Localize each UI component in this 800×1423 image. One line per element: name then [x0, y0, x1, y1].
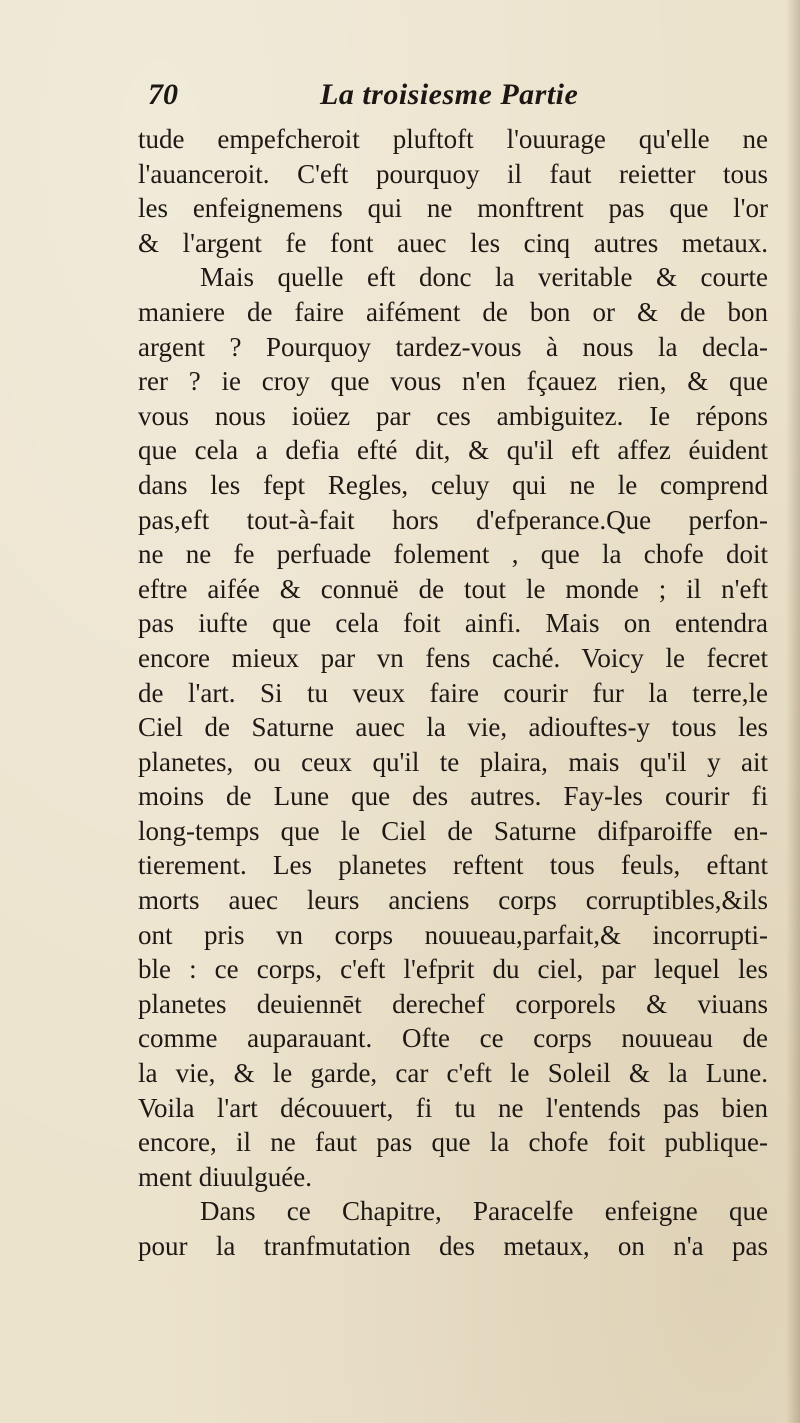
text-line: ont pris vn corps nouueau,parfait,& incorrupti- — [138, 919, 768, 950]
text-line: & l'argent fe font auec les cinq autres metaux. — [138, 227, 768, 258]
text-line: argent ? Pourquoy tardez-vous à nous la decla- — [138, 331, 768, 362]
text-line: que cela a defia efté dit, & qu'il eft affez éuident — [138, 435, 768, 466]
text-line: pas,eft tout-à-fait hors d'efperance.Que perfon- — [138, 504, 768, 535]
text-line: pas iufte que cela foit ainfi. Mais on entendra — [138, 608, 768, 639]
text-line: Ciel de Saturne auec la vie, adiouftes-y tous les — [138, 712, 768, 743]
text-line: Dans ce Chapitre, Paracelfe enfeigne que — [200, 1196, 768, 1227]
text-line: encore mieux par vn fens caché. Voicy le fecret — [138, 642, 768, 673]
page-number: 70 — [148, 78, 178, 111]
text-line: ble : ce corps, c'eft l'efprit du ciel, par lequel les — [138, 954, 768, 985]
text-line: moins de Lune que des autres. Fay-les courir fi — [138, 781, 768, 812]
text-line: pour la tranfmutation des metaux, on n'a pas — [138, 1231, 768, 1261]
text-line: Mais quelle eft donc la veritable & courte — [200, 262, 768, 293]
text-line: Voila l'art découuert, fi tu ne l'entends pas bien — [138, 1092, 768, 1123]
text-line: eftre aifée & connuë de tout le monde ; il n'eft — [138, 573, 768, 604]
text-line: l'auanceroit. C'eft pourquoy il faut reietter tous — [138, 158, 768, 189]
text-line: vous nous ioüez par ces ambiguitez. Ie répons — [138, 400, 768, 431]
text-line: rer ? ie croy que vous n'en fçauez rien, & que — [138, 366, 768, 397]
text-line: ne ne fe perfuade folement , que la chofe doit — [138, 539, 768, 570]
text-line: planetes, ou ceux qu'il te plaira, mais qu'il y ait — [138, 746, 768, 777]
page-header — [148, 78, 648, 122]
text-line: tude empefcheroit pluftoft l'ouurage qu'elle ne — [138, 124, 768, 154]
running-title: La troisiesme Partie — [320, 78, 579, 111]
text-line: encore, il ne faut pas que la chofe foit publique- — [138, 1127, 768, 1158]
text-line: les enfeignemens qui ne monftrent pas que l'or — [138, 193, 768, 224]
text-line: maniere de faire aifément de bon or & de bon — [138, 296, 768, 327]
text-line: comme auparauant. Ofte ce corps nouueau de — [138, 1023, 768, 1054]
text-line: planetes deuiennēt derechef corporels & viuans — [138, 988, 768, 1019]
text-line: de l'art. Si tu veux faire courir fur la terre,le — [138, 677, 768, 708]
text-line: long-temps que le Ciel de Saturne difparoiffe en- — [138, 815, 768, 846]
body-text — [138, 122, 768, 1264]
text-line: morts auec leurs anciens corps corruptibles,&ils — [138, 885, 768, 916]
text-line: ment diuulguée. — [138, 1161, 312, 1192]
page-edge-shadow — [786, 0, 800, 1423]
text-line: tierement. Les planetes reftent tous feuls, eftant — [138, 850, 768, 881]
text-line: la vie, & le garde, car c'eft le Soleil & la Lune. — [138, 1058, 768, 1089]
text-line: dans les fept Regles, celuy qui ne le comprend — [138, 469, 768, 500]
